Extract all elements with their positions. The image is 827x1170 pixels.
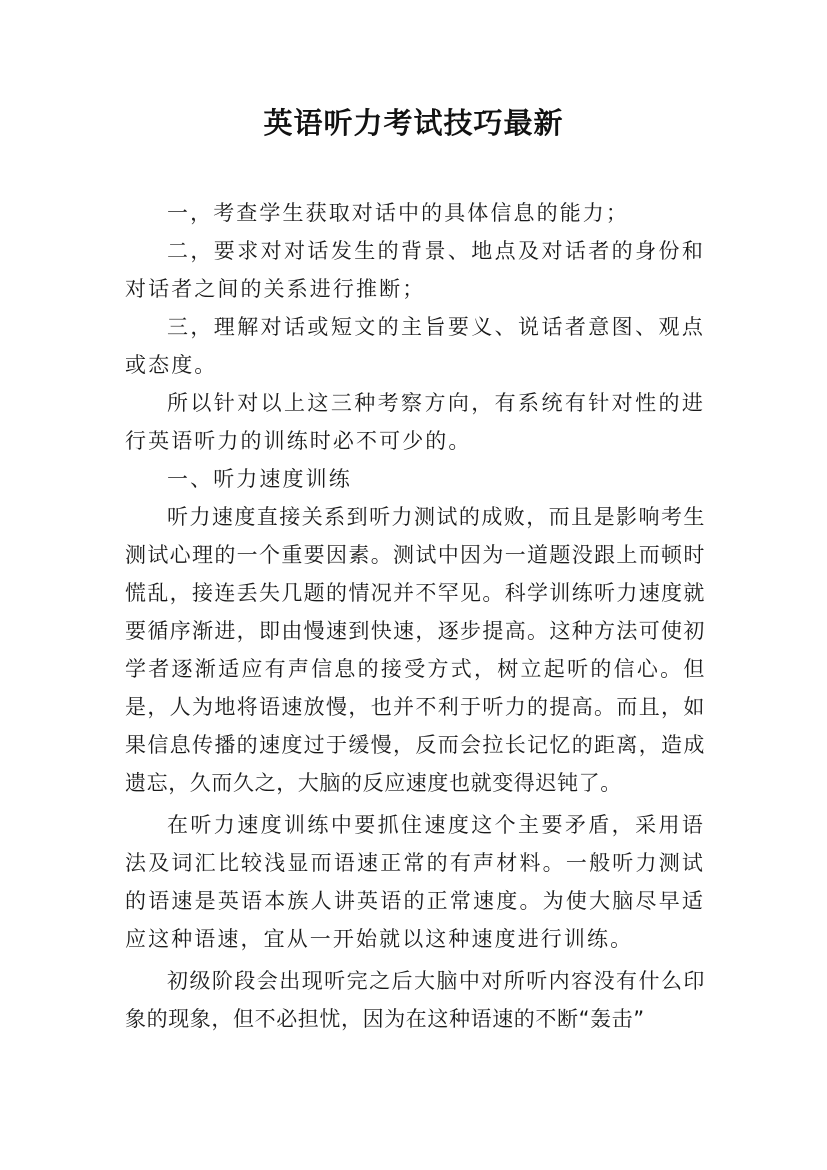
paragraph-point-three: 三，理解对话或短文的主旨要义、说话者意图、观点或态度。 <box>125 315 705 377</box>
paragraph-summary: 所以针对以上这三种考察方向，有系统有针对性的进行英语听力的训练时必不可少的。 <box>125 391 705 453</box>
paragraph-point-two: 二，要求对对话发生的背景、地点及对话者的身份和对话者之间的关系进行推断； <box>125 239 705 301</box>
paragraph-beginner-stage: 初级阶段会出现听完之后大脑中对所听内容没有什么印象的现象，但不必担忧，因为在这种语速的不断“轰击” <box>125 969 705 1031</box>
paragraph-speed-method: 在听力速度训练中要抓住速度这个主要矛盾，采用语法及词汇比较浅显而语速正常的有声材料。一般听力测试的语速是英语本族人讲英语的正常速度。为使大脑尽早适应这种语速，宜从一开始就以这种速度进行训练。 <box>125 813 705 951</box>
paragraph-point-one: 一，考查学生获取对话中的具体信息的能力； <box>167 201 629 225</box>
document-body <box>125 194 705 1038</box>
document-title: 英语听力考试技巧最新 <box>263 106 564 140</box>
paragraph-speed-training: 听力速度直接关系到听力测试的成败，而且是影响考生测试心理的一个重要因素。测试中因为一道题没跟上而顿时慌乱，接连丢失几题的情况并不罕见。科学训练听力速度就要循序渐进，即由慢速到快速，逐步提高。这种方法可使初学者逐渐适应有声信息的接受方式，树立起听的信心。但是，人为地将语速放慢，也并不利于听力的提高。而且，如果信息传播的速度过于缓慢，反而会拉长记忆的距离，造成遗忘，久而久之，大脑的反应速度也就变得迟钝了。 <box>125 505 705 795</box>
section-heading-speed-training: 一、听力速度训练 <box>167 467 352 491</box>
